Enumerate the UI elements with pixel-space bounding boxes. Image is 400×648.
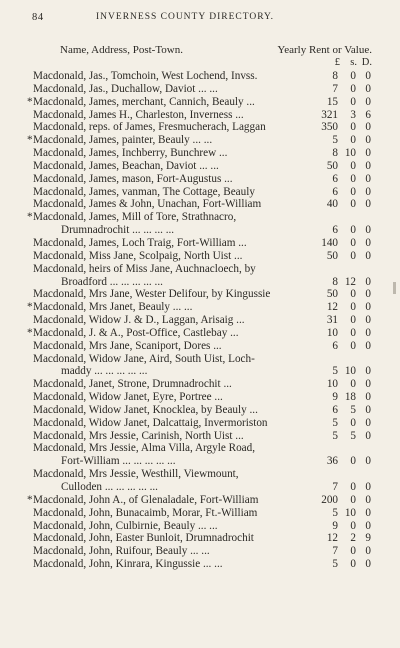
rent-shillings: 0 (350, 198, 356, 211)
directory-entry (0, 198, 400, 211)
rent-pounds: 40 (326, 198, 338, 211)
rent-pounds: 7 (332, 481, 338, 493)
asterisk-marker: * (27, 493, 33, 506)
rent-shillings: 10 (344, 506, 356, 519)
asterisk-marker: * (27, 211, 33, 224)
rent-pence: 0 (365, 481, 371, 493)
rent-pence: 0 (365, 198, 371, 211)
rent-pence: 0 (365, 185, 371, 198)
rent-shillings: 0 (350, 558, 356, 571)
entry-text: Macdonald, Widow Janet, Knocklea, by Beauly ... (33, 403, 258, 416)
directory-entry (0, 134, 400, 147)
entry-text: Macdonald, James, Beachan, Daviot ... ... (33, 159, 219, 172)
rent-shillings: 18 (344, 391, 356, 404)
rent-pounds: 9 (332, 391, 338, 404)
rent-shillings: 0 (350, 236, 356, 249)
directory-entry (0, 417, 400, 430)
entry-text: Macdonald, James, painter, Beauly ... ... (33, 134, 213, 147)
rent-shillings: 0 (350, 455, 356, 468)
directory-entry (0, 365, 400, 378)
rent-pounds: 12 (326, 301, 338, 314)
entry-text: Macdonald, James, Inchberry, Bunchrew ... (33, 147, 228, 160)
rent-shillings: 3 (350, 108, 356, 121)
rent-pence: 0 (365, 314, 371, 327)
rent-pounds: 50 (326, 288, 338, 301)
rent-pence: 0 (365, 224, 371, 237)
rent-pence: 0 (365, 82, 371, 95)
rent-pence: 0 (365, 519, 371, 532)
entry-text: Macdonald, Jas., Duchallow, Daviot ... ... (33, 82, 218, 95)
rent-pence: 0 (365, 236, 371, 249)
rent-pounds: 140 (321, 236, 338, 249)
currency-units (32, 57, 372, 70)
entry-text: Macdonald, John, Bunacaimb, Morar, Ft.-William (33, 506, 258, 519)
directory-entry (0, 314, 400, 327)
pence-unit: D. (361, 57, 372, 68)
rent-shillings: 0 (350, 416, 356, 429)
rent-shillings: 5 (350, 403, 356, 416)
directory-entry (0, 327, 400, 340)
rent-shillings: 0 (350, 326, 356, 339)
directory-entry (0, 430, 400, 443)
rent-pounds: 5 (332, 558, 338, 571)
entry-text: Macdonald, Janet, Strone, Drumnadrochit ... (33, 378, 232, 391)
rent-shillings: 0 (350, 172, 356, 185)
rent-pounds: 321 (321, 108, 338, 121)
rent-shillings: 0 (350, 95, 356, 108)
rent-pence: 0 (365, 493, 371, 506)
rent-shillings: 0 (350, 339, 356, 352)
directory-entry (0, 404, 400, 417)
entry-text: Macdonald, J. & A., Post-Office, Castlebay ... (33, 326, 239, 339)
directory-entry (0, 70, 400, 83)
rent-pounds: 7 (332, 545, 338, 558)
rent-pounds: 7 (332, 82, 338, 95)
rent-pence: 0 (365, 288, 371, 301)
entry-text: Macdonald, reps. of James, Fresmucherach, Laggan (33, 121, 266, 134)
directory-entries (0, 70, 400, 571)
entry-text: Macdonald, James H., Charleston, Inverness ... (33, 108, 244, 121)
directory-entry (0, 83, 400, 96)
entry-text: Macdonald, John, Easter Bunloit, Drumnadrochit (33, 532, 254, 545)
rent-pounds: 5 (332, 429, 338, 442)
rent-pounds: 9 (332, 519, 338, 532)
rent-pence: 0 (365, 545, 371, 558)
rent-pounds: 8 (332, 70, 338, 82)
entry-text: Macdonald, Widow J. & D., Laggan, Arisaig ... (33, 314, 245, 327)
rent-shillings: 0 (350, 224, 356, 237)
directory-entry (0, 558, 400, 571)
entry-text: Broadford ... ... ... ... ... (61, 275, 163, 288)
rent-shillings: 0 (350, 159, 356, 172)
rent-shillings: 0 (350, 249, 356, 262)
rent-pounds: 6 (332, 172, 338, 185)
directory-entry (0, 288, 400, 301)
directory-entry (0, 532, 400, 545)
rent-pounds: 5 (332, 416, 338, 429)
rent-pence: 0 (365, 391, 371, 404)
directory-entry (0, 96, 400, 109)
directory-entry (0, 353, 400, 366)
entry-text: maddy ... ... ... ... ... (61, 365, 148, 378)
column-headings (32, 44, 372, 58)
rent-pounds: 50 (326, 159, 338, 172)
rent-column-heading: Yearly Rent or Value. (277, 44, 372, 56)
entry-text: Macdonald, John, Kinrara, Kingussie ... ... (33, 558, 223, 571)
entry-text: Macdonald, James, vanman, The Cottage, Beauly (33, 185, 255, 198)
asterisk-marker: * (27, 326, 33, 339)
rent-pounds: 350 (321, 121, 338, 134)
directory-entry (0, 121, 400, 134)
rent-shillings: 0 (350, 481, 356, 493)
rent-shillings: 0 (350, 185, 356, 198)
directory-entry (0, 378, 400, 391)
entry-text: Drumnadrochit ... ... ... ... (61, 224, 175, 237)
rent-shillings: 12 (344, 275, 356, 288)
entry-text: Macdonald, James, merchant, Cannich, Beauly ... (33, 95, 255, 108)
entry-text: Macdonald, Mrs Janet, Beauly ... ... (33, 301, 193, 314)
rent-shillings: 2 (350, 532, 356, 545)
entry-text: Macdonald, Widow Janet, Dalcattaig, Invermoriston (33, 416, 268, 429)
directory-entry (0, 237, 400, 250)
rent-pence: 0 (365, 365, 371, 378)
rent-pounds: 31 (326, 314, 338, 327)
asterisk-marker: * (27, 301, 33, 314)
directory-entry (0, 340, 400, 353)
rent-shillings: 0 (350, 134, 356, 147)
running-title: INVERNESS COUNTY DIRECTORY. (96, 12, 275, 22)
entry-text: Macdonald, Widow Jane, Aird, South Uist, Loch- (33, 352, 255, 365)
directory-entry (0, 301, 400, 314)
rent-pounds: 50 (326, 249, 338, 262)
rent-pounds: 5 (332, 365, 338, 378)
pounds-unit: £ (334, 57, 340, 68)
directory-entry (0, 109, 400, 122)
directory-entry (0, 250, 400, 263)
rent-pence: 0 (365, 147, 371, 160)
entry-text: Macdonald, James & John, Unachan, Fort-William (33, 198, 262, 211)
rent-pence: 0 (365, 95, 371, 108)
directory-entry (0, 494, 400, 507)
entry-text: Macdonald, James, Loch Traig, Fort-William ... (33, 236, 247, 249)
rent-pence: 0 (365, 249, 371, 262)
rent-pence: 0 (365, 429, 371, 442)
rent-shillings: 0 (350, 121, 356, 134)
directory-entry (0, 507, 400, 520)
entry-text: Macdonald, Widow Janet, Eyre, Portree ... (33, 391, 223, 404)
running-head (32, 12, 372, 26)
directory-entry (0, 224, 400, 237)
rent-pounds: 10 (326, 326, 338, 339)
rent-pounds: 6 (332, 224, 338, 237)
entry-text: Macdonald, Mrs Jessie, Carinish, North Uist ... (33, 429, 244, 442)
entry-text: Macdonald, heirs of Miss Jane, Auchnacloech, by (33, 262, 256, 275)
rent-shillings: 5 (350, 429, 356, 442)
rent-pounds: 6 (332, 403, 338, 416)
rent-pounds: 12 (326, 532, 338, 545)
entry-text: Culloden ... ... ... ... ... (61, 481, 158, 493)
rent-shillings: 0 (350, 301, 356, 314)
rent-pounds: 6 (332, 185, 338, 198)
asterisk-marker: * (27, 95, 33, 108)
entry-text: Macdonald, James, Mill of Tore, Strathnacro, (33, 211, 237, 224)
rent-shillings: 0 (350, 545, 356, 558)
rent-shillings: 0 (350, 378, 356, 391)
rent-shillings: 10 (344, 365, 356, 378)
shillings-unit: s. (350, 57, 357, 68)
rent-pounds: 36 (326, 455, 338, 468)
rent-pence: 0 (365, 275, 371, 288)
directory-entry (0, 173, 400, 186)
rent-pounds: 6 (332, 339, 338, 352)
directory-entry (0, 276, 400, 289)
rent-shillings: 10 (344, 147, 356, 160)
entry-text: Macdonald, Miss Jane, Scolpaig, North Uist ... (33, 249, 243, 262)
entry-text: Macdonald, Mrs Jane, Wester Delifour, by Kingussie (33, 288, 271, 301)
entry-text: Macdonald, John, Ruifour, Beauly ... ... (33, 545, 210, 558)
rent-pence: 9 (365, 532, 371, 545)
directory-entry (0, 442, 400, 455)
directory-entry (0, 263, 400, 276)
directory-entry (0, 455, 400, 468)
rent-pence: 0 (365, 172, 371, 185)
directory-entry (0, 160, 400, 173)
rent-pence: 0 (365, 301, 371, 314)
rent-pence: 6 (365, 108, 371, 121)
directory-entry (0, 545, 400, 558)
directory-entry (0, 481, 400, 494)
directory-entry (0, 520, 400, 533)
rent-pence: 0 (365, 339, 371, 352)
directory-entry (0, 147, 400, 160)
rent-pence: 0 (365, 70, 371, 82)
directory-entry (0, 211, 400, 224)
rent-shillings: 0 (350, 70, 356, 82)
rent-pence: 0 (365, 403, 371, 416)
rent-shillings: 0 (350, 82, 356, 95)
rent-shillings: 0 (350, 519, 356, 532)
entry-text: Macdonald, Mrs Jane, Scaniport, Dores ... (33, 339, 222, 352)
entry-text: Macdonald, John A., of Glenaladale, Fort-William (33, 493, 259, 506)
rent-pounds: 200 (321, 493, 338, 506)
rent-pence: 0 (365, 121, 371, 134)
rent-pence: 0 (365, 455, 371, 468)
rent-shillings: 0 (350, 288, 356, 301)
rent-pounds: 8 (332, 147, 338, 160)
directory-entry (0, 468, 400, 481)
rent-pence: 0 (365, 134, 371, 147)
rent-pence: 0 (365, 558, 371, 571)
rent-pence: 0 (365, 506, 371, 519)
name-column-heading: Name, Address, Post-Town. (60, 44, 183, 56)
entry-text: Fort-William ... ... ... ... ... (61, 455, 176, 468)
directory-entry (0, 186, 400, 199)
rent-shillings: 0 (350, 314, 356, 327)
rent-pence: 0 (365, 159, 371, 172)
entry-text: Macdonald, Jas., Tomchoin, West Lochend, Invss. (33, 70, 258, 82)
rent-pounds: 5 (332, 134, 338, 147)
entry-text: Macdonald, Mrs Jessie, Alma Villa, Argyle Road, (33, 442, 256, 455)
entry-text: Macdonald, John, Culbirnie, Beauly ... ... (33, 519, 218, 532)
asterisk-marker: * (27, 134, 33, 147)
entry-text: Macdonald, James, mason, Fort-Augustus ... (33, 172, 233, 185)
rent-pence: 0 (365, 416, 371, 429)
rent-pounds: 10 (326, 378, 338, 391)
margin-mark (393, 282, 396, 294)
page-number: 84 (32, 12, 44, 23)
rent-pounds: 15 (326, 95, 338, 108)
rent-pence: 0 (365, 378, 371, 391)
rent-shillings: 0 (350, 493, 356, 506)
rent-pounds: 8 (332, 275, 338, 288)
directory-entry (0, 391, 400, 404)
rent-pence: 0 (365, 326, 371, 339)
entry-text: Macdonald, Mrs Jessie, Westhill, Viewmount, (33, 468, 239, 481)
rent-pounds: 5 (332, 506, 338, 519)
